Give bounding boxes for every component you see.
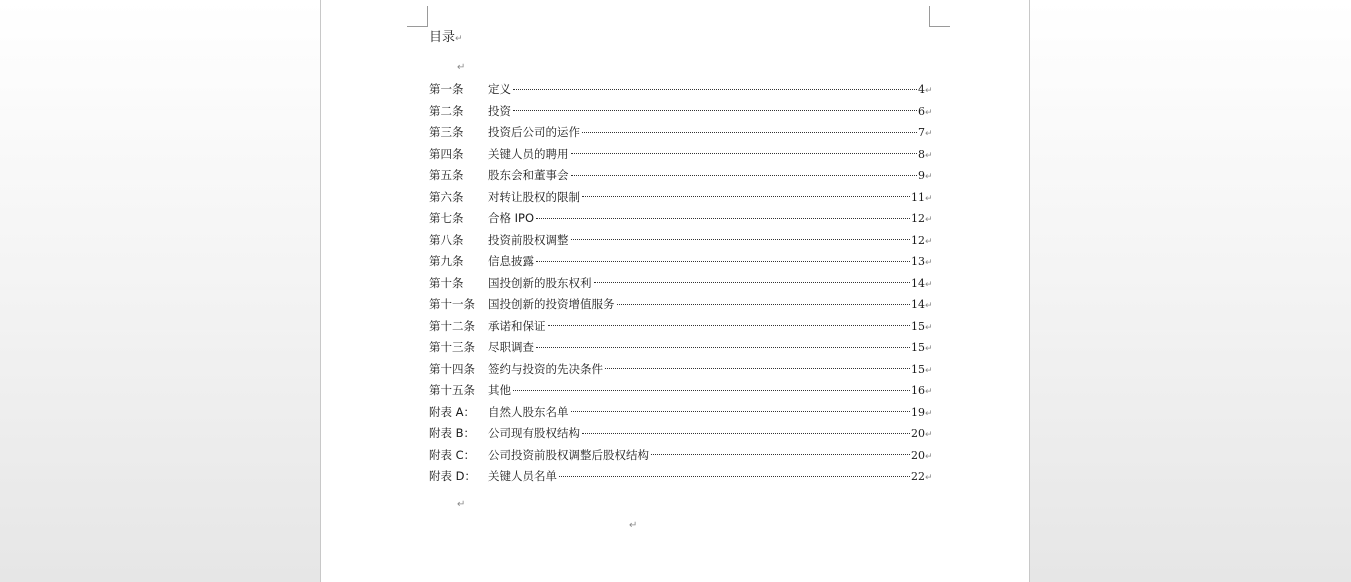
toc-entry-page-number: 6 (918, 104, 925, 118)
paragraph-mark-icon: ↵ (925, 430, 933, 440)
toc-entry[interactable] (429, 445, 933, 467)
toc-entry[interactable] (429, 230, 933, 252)
toc-entry-title: 股东会和董事会 (488, 168, 569, 182)
toc-entry-number: 第十三条 (429, 340, 475, 354)
toc-entry[interactable] (429, 316, 933, 338)
toc-dot-leader (582, 432, 910, 434)
toc-entry-number: 附表 A： (429, 404, 476, 419)
toc-dot-leader (559, 475, 910, 477)
toc-entry[interactable] (429, 122, 933, 144)
toc-entry[interactable] (429, 79, 933, 101)
toc-entry-page-number: 8 (918, 147, 925, 161)
toc-dot-leader (651, 453, 910, 455)
toc-entry-page-number: 15 (911, 362, 925, 376)
toc-entry-page-number: 7 (918, 126, 925, 139)
toc-entry[interactable] (429, 402, 933, 424)
toc-entry-title: 承诺和保证 (488, 318, 546, 333)
paragraph-mark-icon: ↵ (925, 408, 933, 419)
toc-entry-number: 第五条 (429, 168, 464, 182)
toc-entry-number: 第十二条 (429, 318, 475, 333)
toc-entry-number: 第三条 (429, 125, 464, 139)
toc-entry-page-number: 14 (911, 298, 925, 311)
toc-entry[interactable] (429, 101, 933, 123)
toc-entry-title: 国投创新的股东权利 (488, 275, 592, 290)
toc-entry-page-number: 9 (918, 169, 925, 182)
toc-entry-page-number: 15 (911, 319, 925, 333)
toc-entry[interactable] (429, 251, 933, 273)
toc-entry-title: 签约与投资的先决条件 (488, 361, 603, 376)
toc-list (429, 79, 933, 488)
toc-dot-leader (617, 303, 911, 305)
toc-dot-leader (513, 88, 917, 90)
toc-entry[interactable] (429, 423, 933, 445)
toc-dot-leader (571, 238, 911, 240)
toc-entry-number: 第十一条 (429, 297, 475, 311)
toc-entry-page-number: 20 (911, 427, 925, 440)
toc-dot-leader (536, 217, 910, 219)
toc-entry-page-number: 14 (911, 276, 925, 290)
toc-dot-leader (571, 174, 918, 176)
toc-entry-number: 第二条 (429, 103, 464, 118)
toc-dot-leader (582, 131, 917, 133)
toc-entry-page-number: 15 (911, 341, 925, 354)
toc-entry-page-number: 13 (911, 255, 925, 268)
toc-entry-title: 定义 (488, 82, 511, 96)
paragraph-mark-icon: ↵ (925, 451, 933, 462)
toc-entry-number: 第十四条 (429, 361, 475, 376)
toc-entry-number: 附表 B： (429, 426, 476, 440)
toc-entry-title: 投资后公司的运作 (488, 125, 580, 139)
paragraph-mark-icon: ↵ (925, 322, 933, 333)
toc-entry-page-number: 20 (911, 448, 925, 462)
toc-entry-title: 投资前股权调整 (488, 232, 569, 247)
toc-entry-number: 第四条 (429, 146, 464, 161)
toc-heading-text: 目录 (429, 30, 456, 45)
paragraph-mark-icon: ↵ (925, 236, 933, 247)
toc-entry-title: 关键人员名单 (488, 469, 557, 483)
toc-entry[interactable] (429, 144, 933, 166)
toc-entry-page-number: 16 (911, 384, 925, 397)
toc-entry-number: 第八条 (429, 232, 464, 247)
paragraph-mark-icon: ↵ (457, 499, 466, 510)
toc-dot-leader (536, 346, 910, 348)
paragraph-mark-icon: ↵ (925, 193, 933, 204)
paragraph-mark-icon: ↵ (925, 301, 933, 311)
toc-entry[interactable] (429, 273, 933, 295)
paragraph-mark-icon: ↵ (629, 520, 638, 531)
toc-dot-leader (571, 410, 911, 412)
toc-entry-page-number: 19 (911, 405, 925, 419)
toc-entry[interactable] (429, 165, 933, 187)
toc-entry-title: 尽职调查 (488, 340, 534, 354)
toc-entry-number: 附表 C： (429, 447, 476, 462)
toc-entry-page-number: 11 (911, 190, 925, 204)
paragraph-mark-icon: ↵ (925, 129, 933, 139)
document-page[interactable] (320, 0, 1030, 582)
toc-entry-title: 投资 (488, 103, 511, 118)
toc-entry-number: 第七条 (429, 211, 464, 225)
toc-entry-number: 附表 D： (429, 469, 477, 483)
toc-dot-leader (513, 109, 917, 111)
toc-entry-number: 第十条 (429, 275, 464, 290)
toc-entry-page-number: 4 (918, 83, 925, 96)
paragraph-mark-icon: ↵ (925, 365, 933, 376)
toc-entry[interactable] (429, 466, 933, 488)
toc-dot-leader (513, 389, 910, 391)
toc-entry-number: 第一条 (429, 82, 464, 96)
toc-dot-leader (605, 367, 910, 369)
toc-entry-title: 自然人股东名单 (488, 404, 569, 419)
toc-entry-title: 其他 (488, 383, 511, 397)
toc-dot-leader (594, 281, 911, 283)
paragraph-mark-icon: ↵ (925, 473, 933, 483)
toc-entry-page-number: 22 (911, 470, 925, 483)
toc-dot-leader (548, 324, 911, 326)
paragraph-mark-icon: ↵ (925, 150, 933, 161)
paragraph-mark-icon: ↵ (925, 215, 933, 225)
paragraph-mark-icon: ↵ (925, 279, 933, 290)
toc-dot-leader (582, 195, 910, 197)
toc-entry-title: 公司投资前股权调整后股权结构 (488, 447, 649, 462)
margin-corner-top-left (407, 6, 428, 27)
toc-entry-title: 对转让股权的限制 (488, 189, 580, 204)
toc-entry-title: 信息披露 (488, 254, 534, 268)
toc-entry-title: 公司现有股权结构 (488, 426, 580, 440)
paragraph-mark-icon: ↵ (925, 258, 933, 268)
paragraph-mark-icon: ↵ (925, 344, 933, 354)
paragraph-mark-icon: ↵ (455, 34, 463, 44)
toc-entry-title: 合格 IPO (488, 211, 535, 225)
toc-entry[interactable] (429, 380, 933, 402)
paragraph-mark-icon: ↵ (925, 86, 933, 96)
paragraph-mark-icon: ↵ (457, 62, 466, 73)
toc-entry-title: 关键人员的聘用 (488, 146, 569, 161)
toc-entry[interactable] (429, 187, 933, 209)
margin-corner-top-right (929, 6, 950, 27)
toc-dot-leader (571, 152, 918, 154)
toc-dot-leader (536, 260, 910, 262)
toc-entry-number: 第六条 (429, 189, 464, 204)
toc-entry-number: 第十五条 (429, 383, 475, 397)
toc-entry[interactable] (429, 359, 933, 381)
toc-heading[interactable] (429, 30, 463, 47)
paragraph-mark-icon: ↵ (925, 387, 933, 397)
toc-entry[interactable] (429, 294, 933, 316)
toc-entry-title: 国投创新的投资增值服务 (488, 297, 615, 311)
toc-entry-number: 第九条 (429, 254, 464, 268)
toc-entry[interactable] (429, 208, 933, 230)
toc-entry[interactable] (429, 337, 933, 359)
toc-entry-page-number: 12 (911, 212, 925, 225)
paragraph-mark-icon: ↵ (925, 107, 933, 118)
toc-entry-page-number: 12 (911, 233, 925, 247)
paragraph-mark-icon: ↵ (925, 172, 933, 182)
